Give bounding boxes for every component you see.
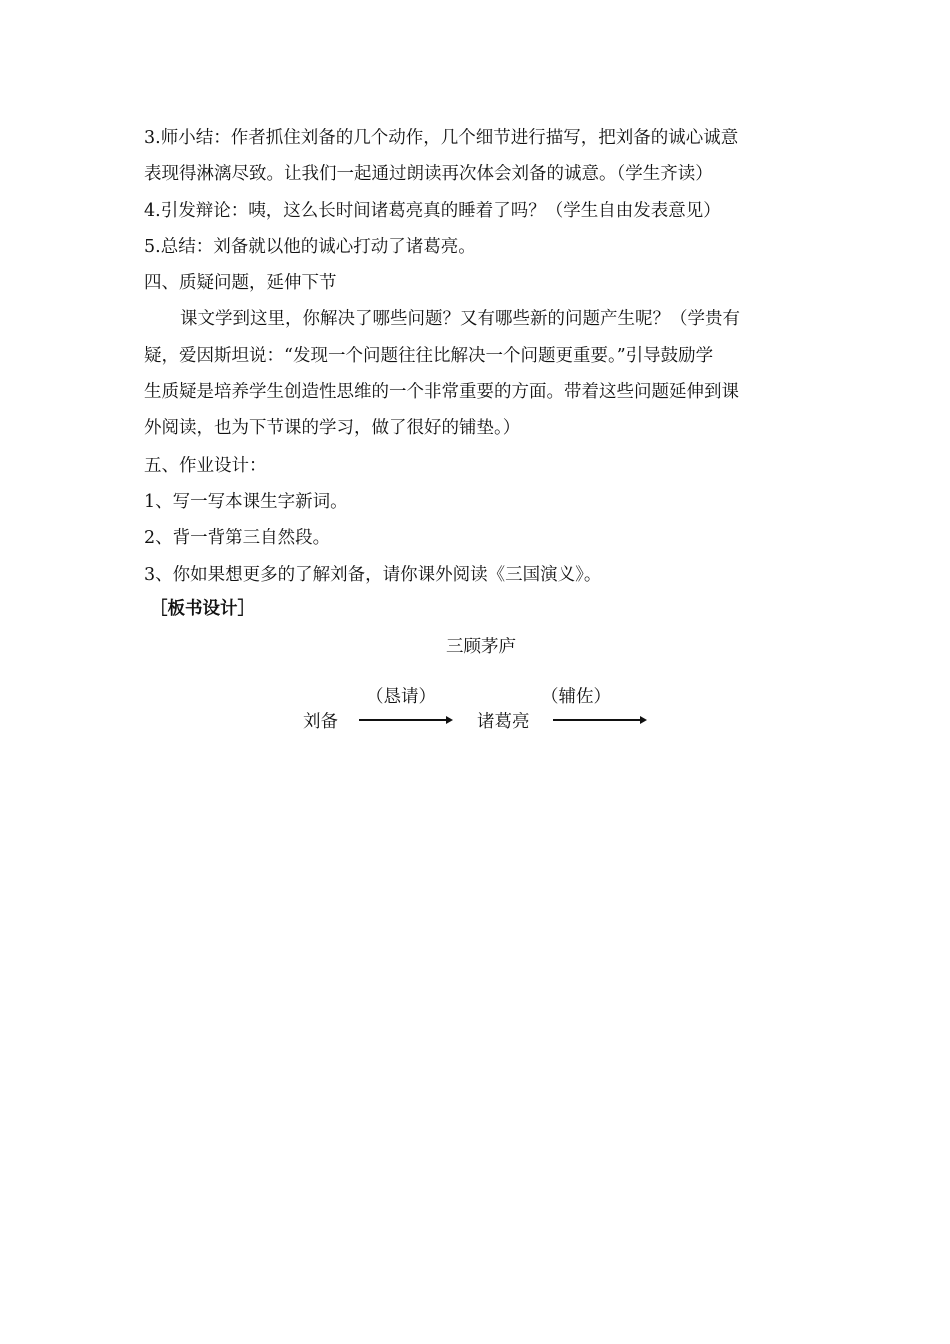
text-line-1: 3.师小结：作者抓住刘备的几个动作，几个细节进行描写，把刘备的诚心诚意 bbox=[144, 128, 739, 148]
board-label-2: （辅佐） bbox=[541, 687, 611, 707]
homework-item-3: 3、你如果想更多的了解刘备，请你课外阅读《三国演义》。 bbox=[144, 565, 602, 585]
text-line-2: 表现得淋漓尽致。让我们一起通过朗读再次体会刘备的诚意。（学生齐读） bbox=[144, 164, 713, 184]
paragraph-line-4: 外阅读，也为下节课的学习，做了很好的铺垫。） bbox=[144, 418, 521, 438]
homework-item-2: 2、背一背第三自然段。 bbox=[144, 528, 331, 548]
paragraph-line-3: 生质疑是培养学生创造性思维的一个非常重要的方面。带着这些问题延伸到课 bbox=[144, 382, 739, 402]
text-line-3: 4.引发辩论：咦，这么长时间诸葛亮真的睡着了吗？（学生自由发表意见） bbox=[144, 201, 721, 221]
homework-item-1: 1、写一写本课生字新词。 bbox=[144, 492, 348, 512]
section-heading-5: 五、作业设计： bbox=[144, 456, 267, 476]
board-label-1: （恳请） bbox=[366, 687, 436, 707]
board-title: 三顾茅庐 bbox=[446, 637, 516, 657]
board-node-1: 刘备 bbox=[303, 712, 338, 732]
board-design-heading: ［板书设计］ bbox=[150, 599, 255, 619]
arrow-2 bbox=[553, 719, 641, 721]
paragraph-line-1: 课文学到这里，你解决了哪些问题？又有哪些新的问题产生呢？（学贵有 bbox=[180, 309, 740, 329]
section-heading-4: 四、质疑问题，延伸下节 bbox=[144, 273, 337, 293]
text-line-4: 5.总结：刘备就以他的诚心打动了诸葛亮。 bbox=[144, 237, 476, 257]
arrow-1 bbox=[359, 719, 447, 721]
paragraph-line-2: 疑，爱因斯坦说：“发现一个问题往往比解决一个问题更重要。”引导鼓励学 bbox=[144, 346, 714, 366]
board-node-2: 诸葛亮 bbox=[477, 712, 530, 732]
